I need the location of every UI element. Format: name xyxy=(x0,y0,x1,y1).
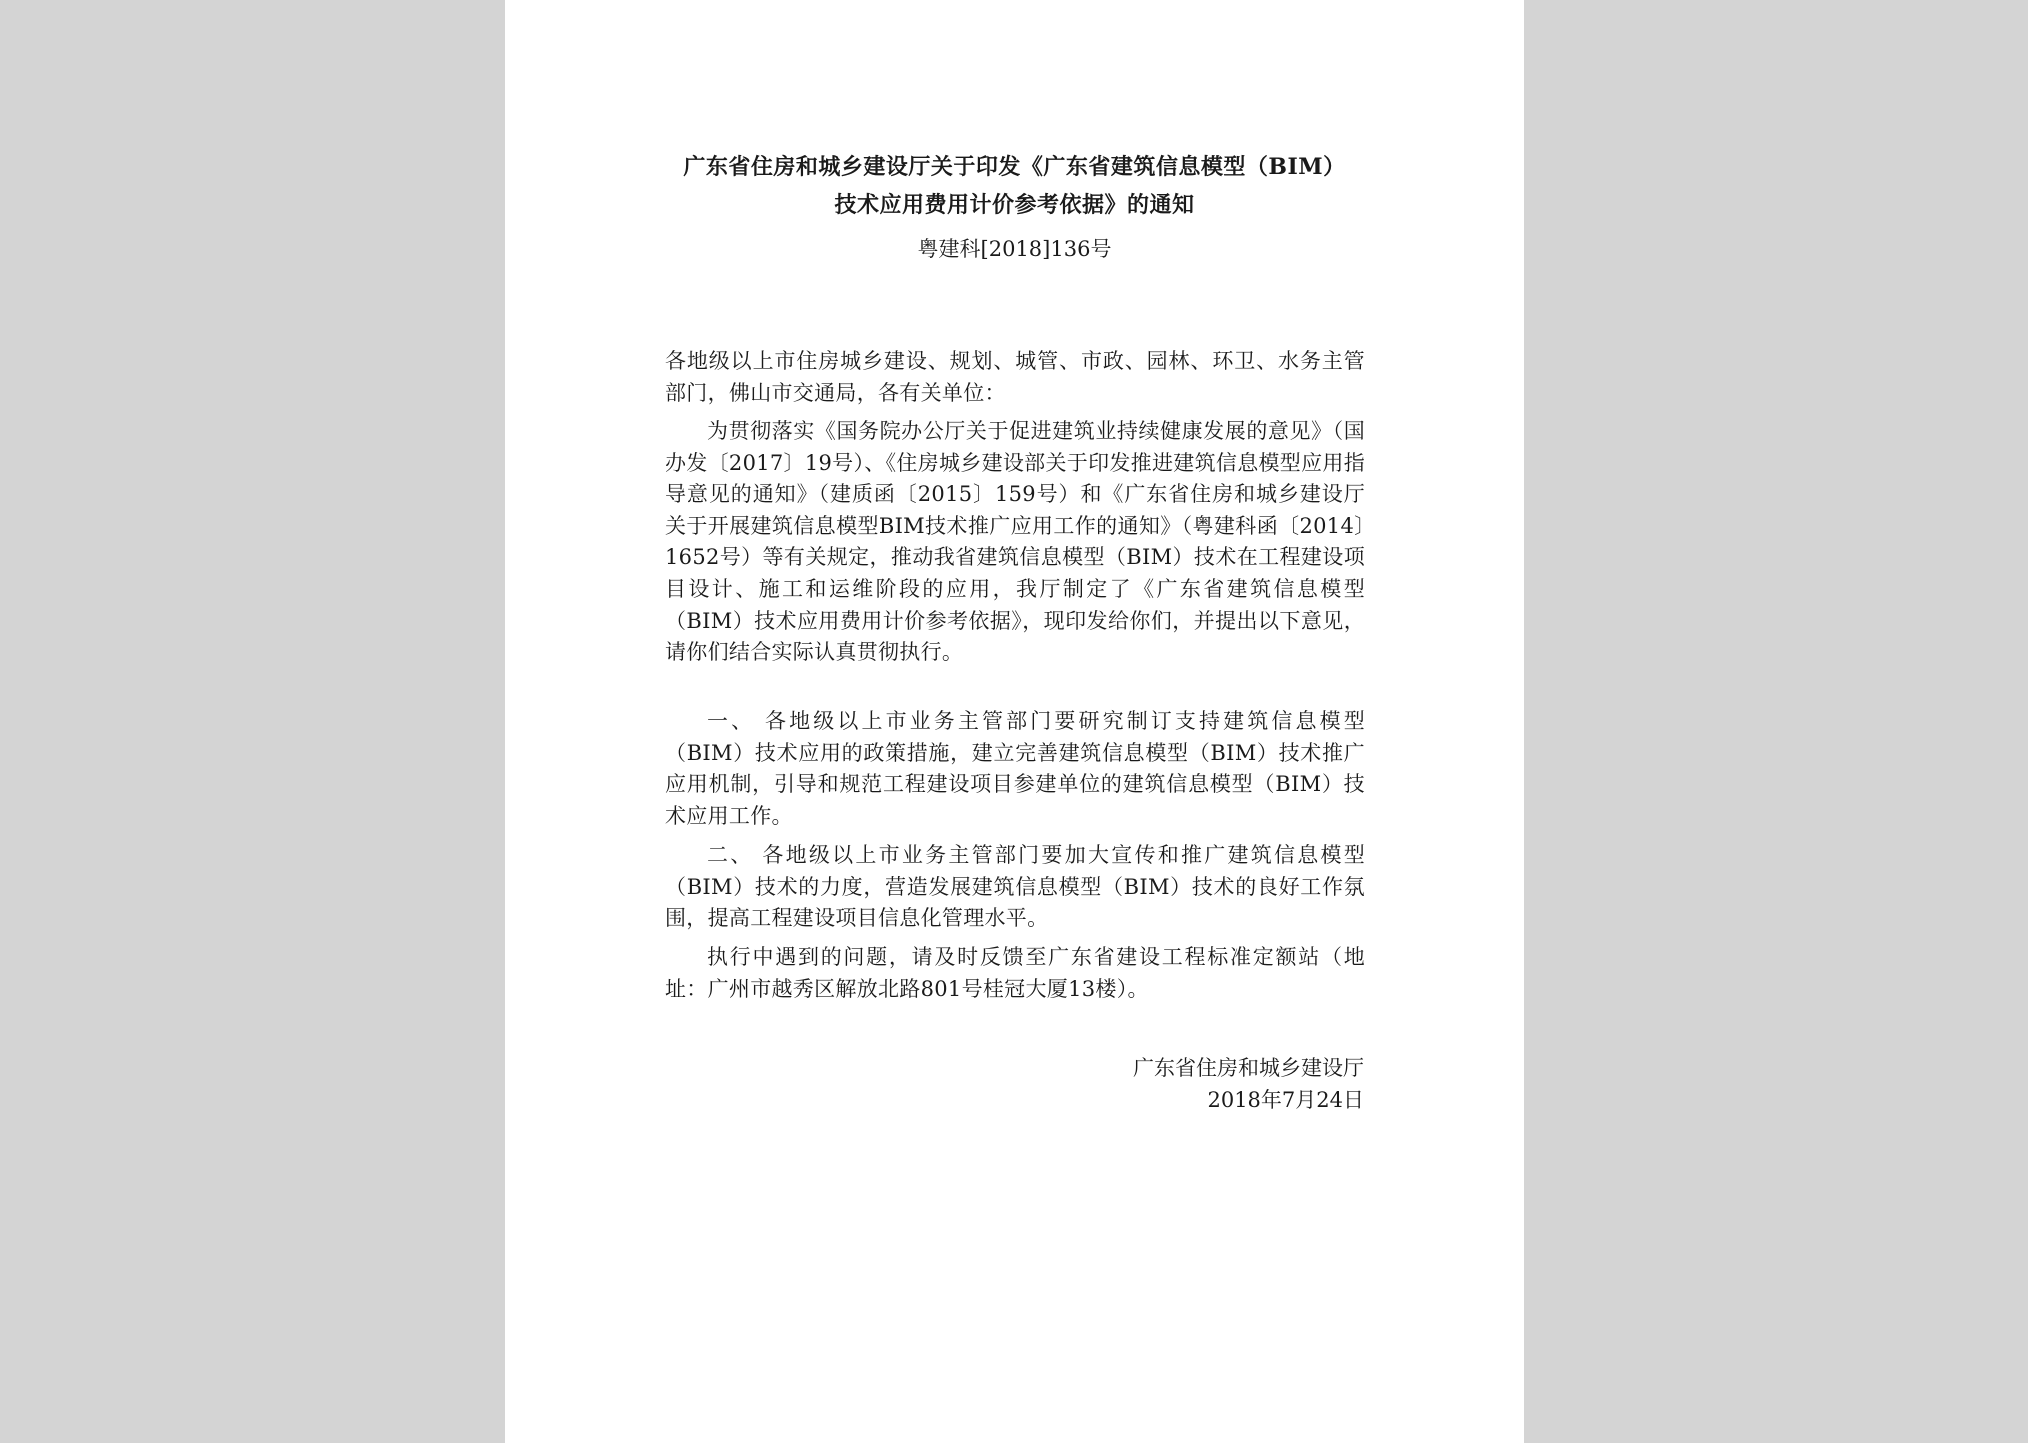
signature-date: 2018年7月24日 xyxy=(1207,1088,1364,1112)
paragraph-contact: 执行中遇到的问题，请及时反馈至广东省建设工程标准定额站（地址：广州市越秀区解放北路801号桂冠大厦13楼）。 xyxy=(665,945,1365,1001)
signature-org: 广东省住房和城乡建设厅 xyxy=(1133,1056,1364,1080)
signature-block xyxy=(1133,1052,1364,1116)
document-title xyxy=(505,148,1524,224)
title-line-1: 广东省住房和城乡建设厅关于印发《广东省建筑信息模型（BIM） xyxy=(683,154,1346,180)
paragraph-item-1: 一、 各地级以上市业务主管部门要研究制订支持建筑信息模型（BIM）技术应用的政策措施，建立完善建筑信息模型（BIM）技术推广应用机制，引导和规范工程建设项目参建单位的建筑信息模型（BIM）技术应用工作。 xyxy=(665,709,1365,828)
document-page xyxy=(505,0,1524,1443)
title-line-2: 技术应用费用计价参考依据》的通知 xyxy=(834,192,1195,218)
paragraph-item-2: 二、 各地级以上市业务主管部门要加大宣传和推广建筑信息模型（BIM）技术的力度，营造发展建筑信息模型（BIM）技术的良好工作氛围，提高工程建设项目信息化管理水平。 xyxy=(665,843,1365,931)
addressee: 各地级以上市住房城乡建设、规划、城管、市政、园林、环卫、水务主管部门，佛山市交通局，各有关单位： xyxy=(665,349,1365,405)
paragraph-intro: 为贯彻落实《国务院办公厅关于促进建筑业持续健康发展的意见》（国办发〔2017〕19号）、《住房城乡建设部关于印发推进建筑信息模型应用指导意见的通知》（建质函〔2015〕159号）和《广东省住房和城乡建设厅关于开展建筑信息模型BIM技术推广应用工作的通知》（粤建科函〔2014〕1652号）等有关规定，推动我省建筑信息模型（BIM）技术在工程建设项目设计、施工和运维阶段的应用，我厅制定了《广东省建筑信息模型（BIM）技术应用费用计价参考依据》，现印发给你们，并提出以下意见，请你们结合实际认真贯彻执行。 xyxy=(665,419,1365,665)
document-number: 粤建科[2018]136号 xyxy=(917,237,1112,261)
